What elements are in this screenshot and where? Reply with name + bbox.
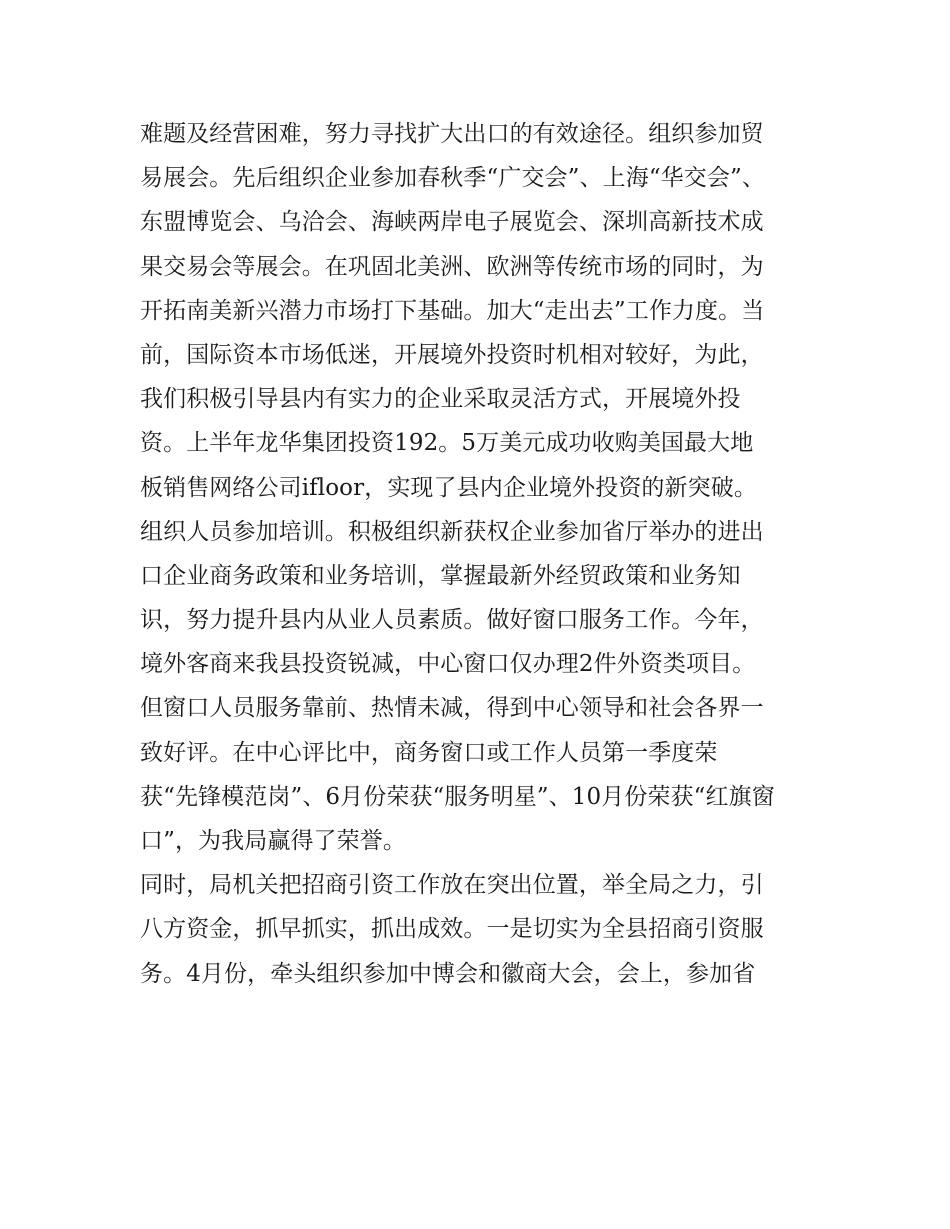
text-line: 境外客商来我县投资锐减，中心窗口仅办理2件外资类项目。	[140, 651, 756, 678]
body-text	[140, 112, 830, 996]
text-line: 前，国际资本市场低迷，开展境外投资时机相对较好，为此，	[140, 341, 764, 368]
text-line: 但窗口人员服务靠前、热情未减，得到中心领导和社会各界一	[140, 695, 764, 722]
text-line: 板销售网络公司ifloor，实现了县内企业境外投资的新突破。	[140, 474, 757, 501]
text-line: 务。4月份，牵头组织参加中博会和徽商大会，会上，参加省	[140, 960, 756, 987]
text-line: 开拓南美新兴潜力市场打下基础。加大“走出去”工作力度。当	[140, 297, 765, 324]
text-line: 资。上半年龙华集团投资192。5万美元成功收购美国最大地	[140, 430, 754, 457]
text-line: 东盟博览会、乌洽会、海峡两岸电子展览会、深圳高新技术成	[140, 209, 764, 236]
text-line: 口企业商务政策和业务培训，掌握最新外经贸政策和业务知	[140, 562, 741, 589]
text-line: 易展会。先后组织企业参加春秋季“广交会”、上海“华交会”、	[140, 165, 765, 192]
text-line: 同时，局机关把招商引资工作放在突出位置，举全局之力，引	[140, 872, 764, 899]
text-line: 致好评。在中心评比中，商务窗口或工作人员第一季度荣	[140, 739, 718, 766]
text-line: 八方资金，抓早抓实，抓出成效。一是切实为全县招商引资服	[140, 916, 764, 943]
text-line: 组织人员参加培训。积极组织新获权企业参加省厅举办的进出	[140, 518, 764, 545]
text-line: 获“先锋模范岗”、6月份荣获“服务明星”、10月份荣获“红旗窗	[140, 783, 775, 810]
text-line: 口”，为我局赢得了荣誉。	[140, 828, 406, 854]
text-line: 我们积极引导县内有实力的企业采取灵活方式，开展境外投	[140, 386, 741, 413]
text-line: 识，努力提升县内从业人员素质。做好窗口服务工作。今年，	[140, 607, 764, 634]
text-line: 果交易会等展会。在巩固北美洲、欧洲等传统市场的同时，为	[140, 253, 764, 280]
text-line: 难题及经营困难，努力寻找扩大出口的有效途径。组织参加贸	[140, 121, 764, 147]
